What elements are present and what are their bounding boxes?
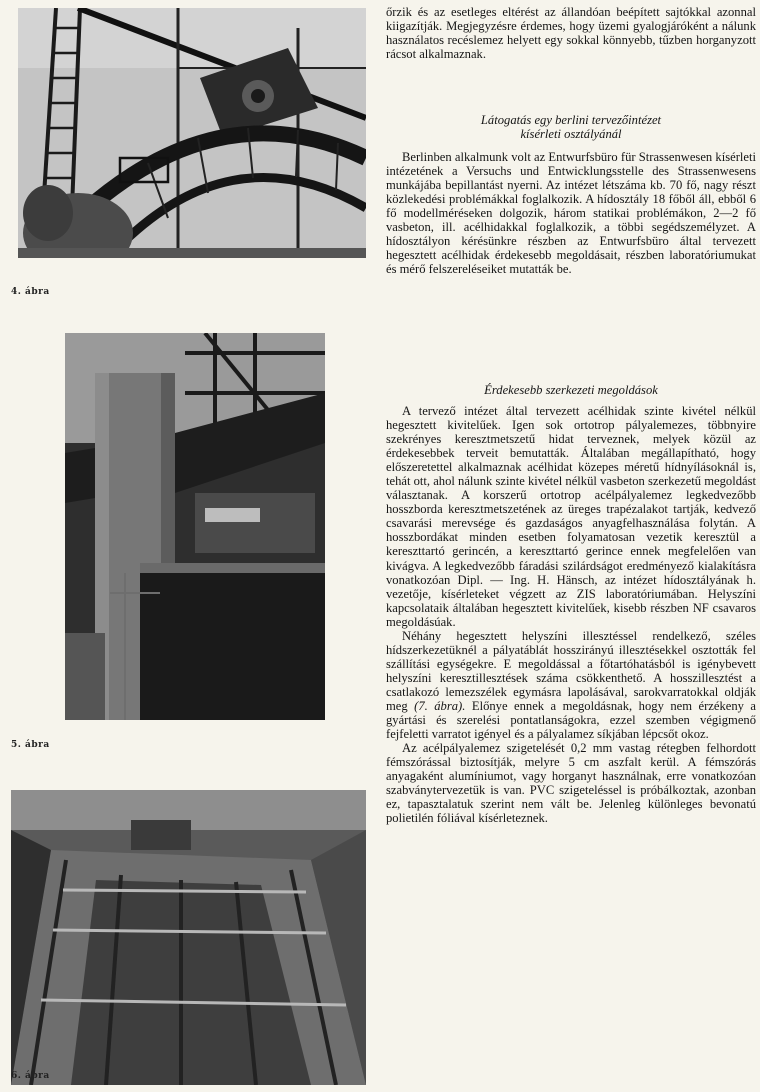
intro-text-block xyxy=(386,5,756,61)
section1-paragraph: Berlinben alkalmunk volt az Entwurfsbüro für Strassenwesen kísérleti intézetének a Versuchs und Entwicklungsstelle des Strassenwesens munkájába bepillantást nyerni. Az intézet létszáma kb. 70 fő, nagy részt közlekedési problémákkal foglalkozik. A hídosztály 18 főből áll, ebből 6 fő modellméréseken dolgozik, három statikai problémákon, 2—2 fő vasbeton, ill. acélhidakkal foglalkozik, a többi segédszemélyzet. A hídosztályon kérésünkre részben az Entwurfsbüro által tervezett hegesztett acélhidak érdekesebb megoldásait, részben laboratóriumukat és mérő felszereléseiket mutatták be. xyxy=(386,150,756,277)
figure-6-caption: 6. ábra xyxy=(11,1071,50,1081)
figure-4-caption: 4. ábra xyxy=(11,287,50,297)
section1-text-block xyxy=(386,150,756,276)
section1-heading xyxy=(386,113,756,141)
figure-5-photo xyxy=(65,333,325,720)
section2-paragraph2-after: Előnye ennek a megoldásnak, hogy nem érzékeny a gyártási és szerelési pontatlanságokra, ezzel szemben végigmenő fejfeletti varratot igényel és a pályalamez síkjában lépcsőt okoz. xyxy=(386,698,756,742)
intro-paragraph: őrzik és az esetleges eltérést az állandóan beépített sajtókkal azonnal kiigazítják. Megjegyzésre érdemes, hogy üzemi gyalogjáróként a nálunk használatos recéslemez helyett egy sokkal könnyebb, tűzben horganyzott rácsot alkalmaznak. xyxy=(386,5,756,62)
figure-6-photo xyxy=(11,790,366,1085)
section2-paragraph1: A tervező intézet által tervezett acélhidak szinte kivétel nélkül hegesztett kivitelűek. Igen sok ortotrop pályalemezes, többnyire szekrényes keresztmetszetű hidat terveznek, melyek közül az érdekesebbek terveit bemutatták. Általában megállapítható, hogy előszeretettel alkalmaznak acélhidat közepes méretű hídnyílásoknál is, tehát ott, ahol nálunk szinte kivétel nélkül vasbeton szerkezetű megoldást választanak. A korszerű ortotrop acélpályalemez legkedvezőbb hosszborda keresztmetszetének az üreges trapézalakot tartják, kedvező csavarási merevsége és gazdaságos anyagfelhasználása folytán. A hosszbordákat minden esetben folyamatosan vezetik keresztül a kereszttartó gerincén, a kereszttartó gerince ennek megfelelően van kivágva. A legkedvezőbb fáradási szilárdságot eredményező kialakításra vonatkozóan Dipl. — Ing. H. Hänsch, az intézet hídosztályának h. vezetője, kísérleteket végzett az ZIS laboratóriumában. Helyszíni kapcsolataik általában hegesztett kivitelűek, kisebb részben NF csavaros megoldásúak. xyxy=(386,404,757,629)
section2-heading: Érdekesebb szerkezeti megoldások xyxy=(484,383,658,397)
section2-paragraph2-before: Néhány hegesztett helyszíni illesztéssel rendelkező, széles hídszerkezetüknél a pályatáblát hosszirányú illesztésekkel osztották fel szállítási egységekre. E megoldással a főtartóhatásból is igénybevett helyszíni keresztillesztések száma csökkenthető. A hosszillesztést a csatlakozó lemezszélek egymásra lapolásával, sarokvarratokkal oldják meg xyxy=(386,628,756,713)
figure-4-photo xyxy=(18,8,366,258)
section1-title-line2: kísérleti osztályánál xyxy=(520,127,622,141)
section2-text-block xyxy=(386,404,756,825)
section2-paragraph2 xyxy=(386,629,756,741)
section2-paragraph3: Az acélpályalemez szigetelését 0,2 mm vastag rétegben felhordott fémszórással biztosítják, melyre 5 cm aszfalt kerül. A fémszórás anyagaként alumíniumot, vagy horganyt használnak, erre vonatkozóan szabványtervezetük is van. PVC szigeteléssel is próbálkoztak, azonban ez, tapasztalatuk szerint nem vált be. Jelenleg különleges bevonatú polietilén fóliával kísérleteznek. xyxy=(386,741,756,826)
figure-7-reference: (7. ábra). xyxy=(414,698,466,713)
section1-title-line1: Látogatás egy berlini tervezőintézet xyxy=(480,113,662,127)
figure-5-caption: 5. ábra xyxy=(11,740,50,750)
